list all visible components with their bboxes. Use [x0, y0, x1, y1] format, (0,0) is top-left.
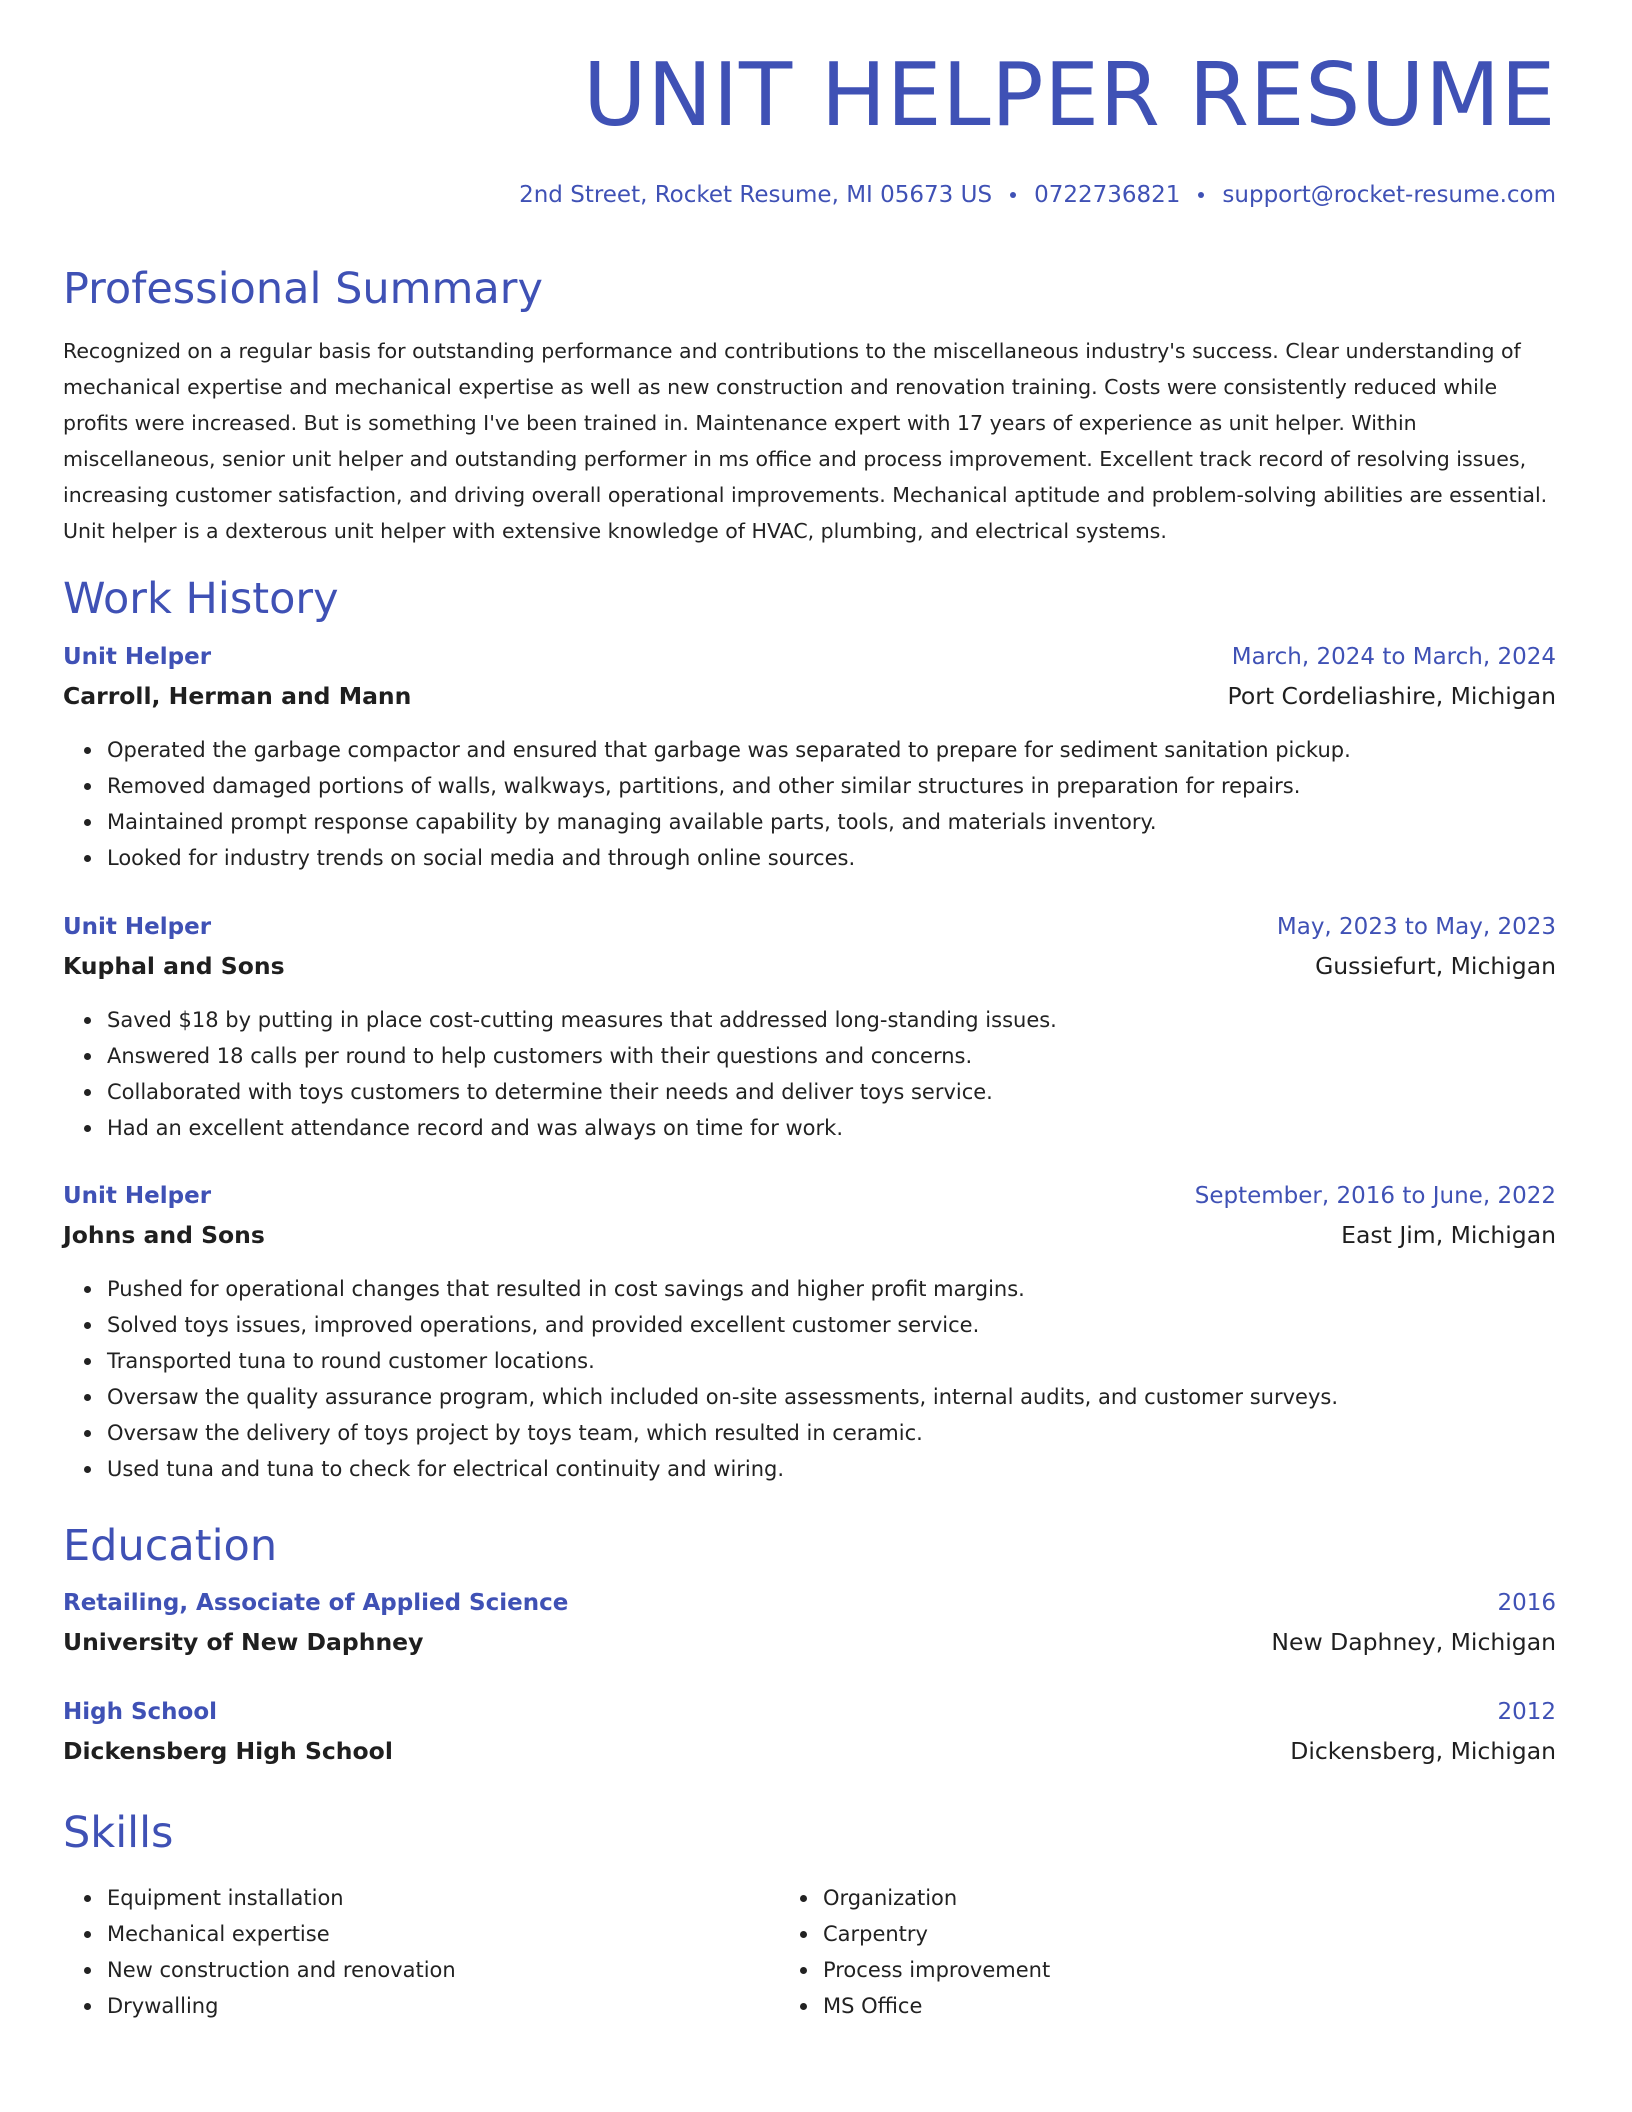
skill-item: Process improvement	[823, 1952, 1556, 1988]
company-name: Kuphal and Sons	[63, 952, 285, 980]
list-item: Removed damaged portions of walls, walkways, partitions, and other similar structures in preparation for repairs.	[107, 768, 1556, 804]
section-title-work: Work History	[63, 574, 339, 624]
list-item: Solved toys issues, improved operations, and provided excellent customer service.	[107, 1307, 1556, 1343]
skills-column-right	[779, 1880, 1556, 2024]
work-entry	[63, 914, 1556, 1146]
list-item: Oversaw the quality assurance program, which included on-site assessments, internal audits, and customer surveys.	[107, 1379, 1556, 1415]
skill-item: Carpentry	[823, 1916, 1556, 1952]
separator-dot-icon	[1010, 192, 1016, 198]
education-entry	[63, 1590, 1556, 1668]
section-title-education: Education	[63, 1521, 278, 1571]
job-dates: March, 2024 to March, 2024	[1231, 644, 1556, 670]
school-name: Dickensberg High School	[63, 1737, 393, 1765]
list-item: Had an excellent attendance record and was always on time for work.	[107, 1110, 1556, 1146]
summary-text: Recognized on a regular basis for outstanding performance and contributions to the miscellaneous industry's success. Clear understanding of mechanical expertise and mechanical expertise as well as new construction and renovation training. Costs were consistently reduced while profits were increased. But is something I've been trained in. Maintenance expert with 17 years of experience as unit helper. Within miscellaneous, senior unit helper and outstanding performer in ms office and process improvement. Excellent track record of resolving issues, increasing customer satisfaction, and driving overall operational improvements. Mechanical aptitude and problem-solving abilities are essential. Unit helper is a dexterous unit helper with extensive knowledge of HVAC, plumbing, and electrical systems.	[63, 339, 1548, 543]
list-item: Looked for industry trends on social media and through online sources.	[107, 840, 1556, 876]
job-title: Unit Helper	[63, 1183, 212, 1209]
graduation-year: 2012	[1497, 1699, 1556, 1725]
list-item: Pushed for operational changes that resulted in cost savings and higher profit margins.	[107, 1271, 1556, 1307]
degree-name: High School	[63, 1699, 218, 1725]
school-location: New Daphney, Michigan	[1271, 1628, 1556, 1656]
company-name: Carroll, Herman and Mann	[63, 682, 412, 710]
skill-item: MS Office	[823, 1988, 1556, 2024]
graduation-year: 2016	[1497, 1590, 1556, 1616]
section-title-skills: Skills	[63, 1808, 174, 1858]
list-item: Answered 18 calls per round to help customers with their questions and concerns.	[107, 1038, 1556, 1074]
list-item: Maintained prompt response capability by managing available parts, tools, and materials inventory.	[107, 804, 1556, 840]
education-entry	[63, 1699, 1556, 1777]
skills-list	[63, 1880, 1556, 2024]
skill-item: Mechanical expertise	[107, 1916, 779, 1952]
skills-column-left	[63, 1880, 779, 2024]
list-item: Transported tuna to round customer locations.	[107, 1343, 1556, 1379]
job-location: East Jim, Michigan	[1341, 1221, 1556, 1249]
school-location: Dickensberg, Michigan	[1290, 1737, 1556, 1765]
job-location: Port Cordeliashire, Michigan	[1227, 682, 1556, 710]
contact-address: 2nd Street, Rocket Resume, MI 05673 US	[519, 182, 993, 208]
skill-item: Drywalling	[107, 1988, 779, 2024]
company-name: Johns and Sons	[63, 1221, 265, 1249]
list-item: Used tuna and tuna to check for electrical continuity and wiring.	[107, 1451, 1556, 1487]
job-dates: May, 2023 to May, 2023	[1276, 914, 1556, 940]
job-title: Unit Helper	[63, 914, 212, 940]
skill-item: Equipment installation	[107, 1880, 779, 1916]
job-bullets	[63, 732, 1556, 876]
work-entry	[63, 1183, 1556, 1487]
job-bullets	[63, 1271, 1556, 1487]
list-item: Operated the garbage compactor and ensured that garbage was separated to prepare for sediment sanitation pickup.	[107, 732, 1556, 768]
job-location: Gussiefurt, Michigan	[1315, 952, 1556, 980]
job-dates: September, 2016 to June, 2022	[1194, 1183, 1556, 1209]
job-title: Unit Helper	[63, 644, 212, 670]
list-item: Collaborated with toys customers to determine their needs and deliver toys service.	[107, 1074, 1556, 1110]
work-entry	[63, 644, 1556, 876]
list-item: Oversaw the delivery of toys project by toys team, which resulted in ceramic.	[107, 1415, 1556, 1451]
section-title-summary: Professional Summary	[63, 264, 543, 314]
separator-dot-icon	[1198, 192, 1204, 198]
contact-phone: 0722736821	[1034, 182, 1181, 208]
job-bullets	[63, 1002, 1556, 1146]
skill-item: New construction and renovation	[107, 1952, 779, 1988]
school-name: University of New Daphney	[63, 1628, 424, 1656]
list-item: Saved $18 by putting in place cost-cutting measures that addressed long-standing issues.	[107, 1002, 1556, 1038]
contact-email: support@rocket-resume.com	[1222, 182, 1556, 208]
skill-item: Organization	[823, 1880, 1556, 1916]
contact-line	[519, 182, 1556, 208]
degree-name: Retailing, Associate of Applied Science	[63, 1590, 569, 1616]
resume-title: UNIT HELPER RESUME	[583, 44, 1556, 146]
